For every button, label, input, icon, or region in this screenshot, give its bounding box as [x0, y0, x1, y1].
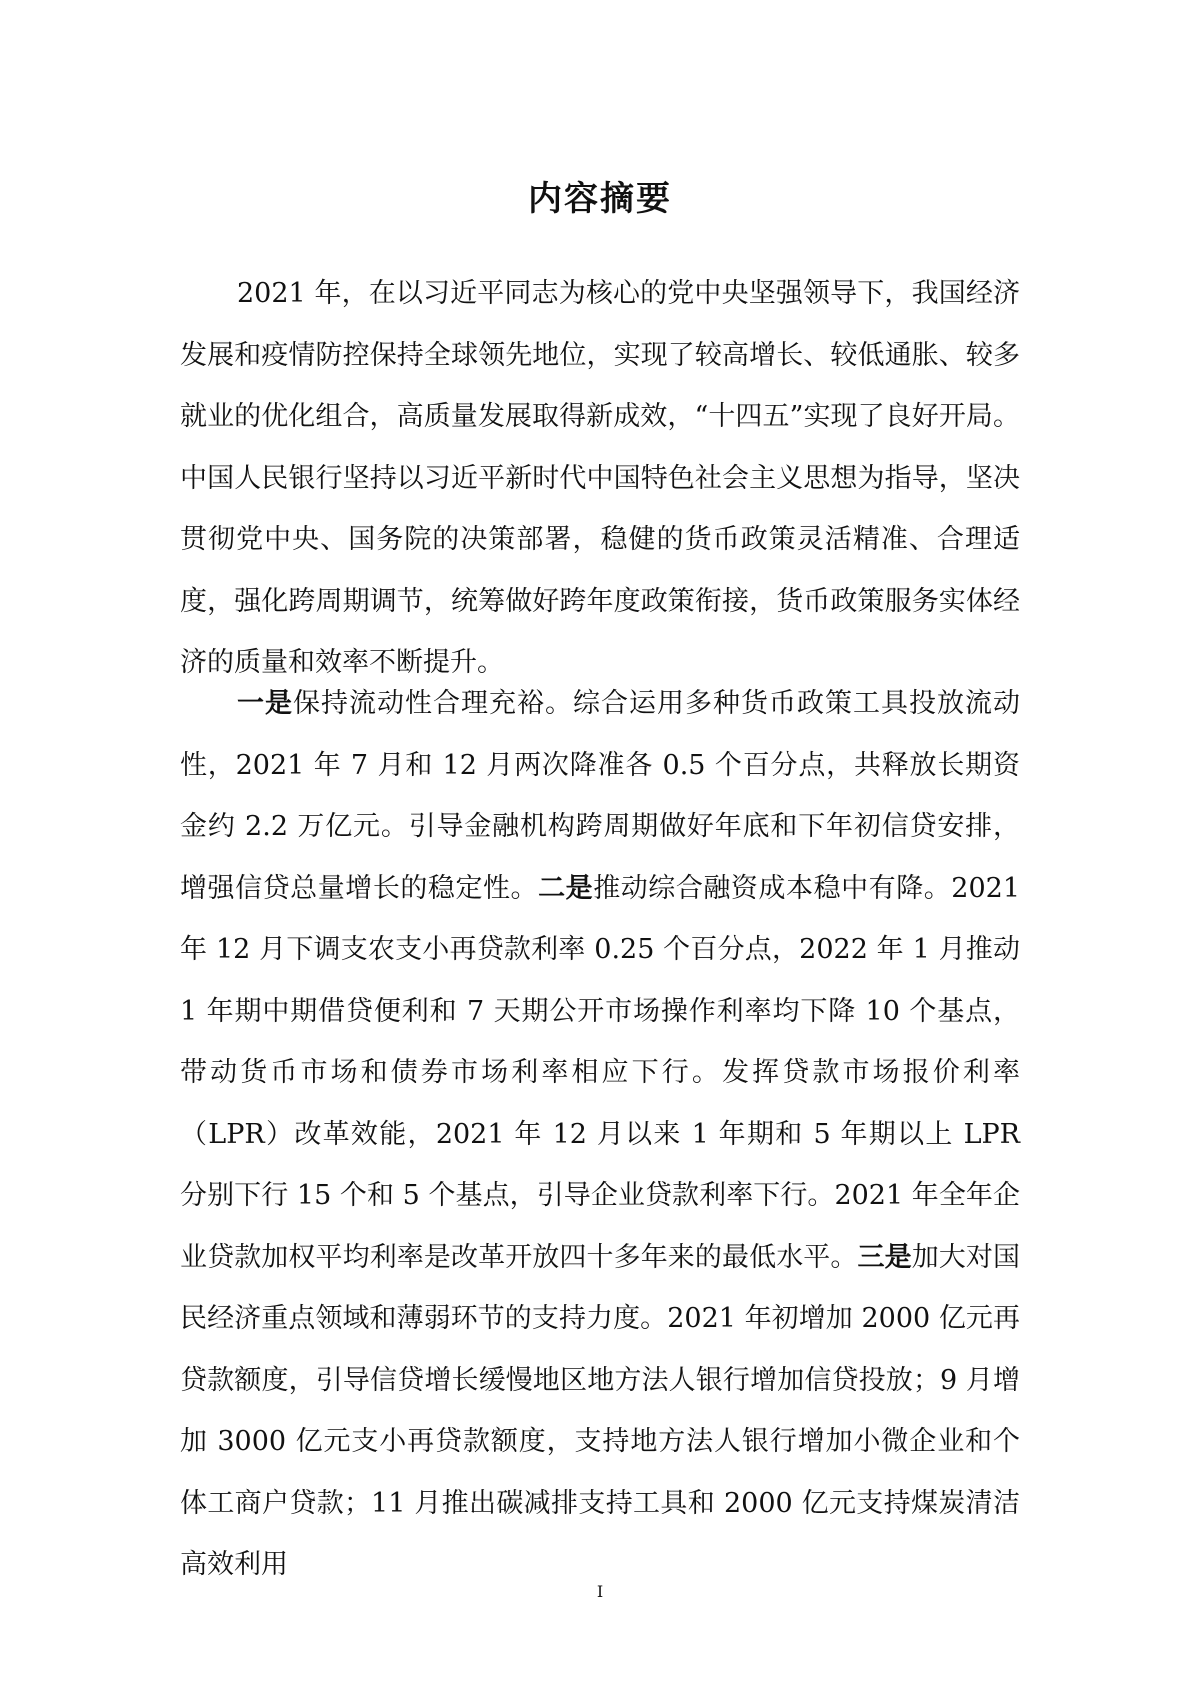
paragraph-measures: [180, 673, 1020, 1596]
lead-third: 三是: [857, 1241, 912, 1273]
measure-two-text: 推动综合融资成本稳中有降。2021 年 12 月下调支农支小再贷款利率 0.25 个百分点，2022 年 1 月推动 1 年期中期借贷便利和 7 天期公开市场操作利率均下降 10 个基点，带动货币市场和债券市场利率相应下行。发挥贷款市场报价利率（LPR）改革效能，2021 年 12 月以来 1 年期和 5 年期以上 LPR 分别下行 15 个和 5 个基点，引导企业贷款利率下行。2021 年全年企业贷款加权平均利率是改革开放四十多年来的最低水平。: [180, 872, 1021, 1273]
lead-first: 一是: [237, 688, 293, 719]
page-number: I: [596, 1582, 604, 1601]
lead-second: 二是: [538, 872, 594, 904]
measure-three-text: 加大对国民经济重点领域和薄弱环节的支持力度。2021 年初增加 2000 亿元再贷款额度，引导信贷增长缓慢地区地方法人银行增加信贷投放；9 月增加 3000 亿元支小再贷款额度，支持地方法人银行增加小微企业和个体工商户贷款；11 月推出碳减排支持工具和 2000 亿元支持煤炭清洁高效利用: [180, 1241, 1021, 1580]
measure-one-text: 保持流动性合理充裕。综合运用多种货币政策工具投放流动性，2021 年 7 月和 12 月两次降准各 0.5 个百分点，共释放长期资金约 2.2 万亿元。引导金融机构跨周期做好年底和下年初信贷安排，增强信贷总量增长的稳定性。: [180, 688, 1020, 904]
paragraph-intro: 2021 年，在以习近平同志为核心的党中央坚强领导下，我国经济发展和疫情防控保持全球领先地位，实现了较高增长、较低通胀、较多就业的优化组合，高质量发展取得新成效，“十四五”实现了良好开局。中国人民银行坚持以习近平新时代中国特色社会主义思想为指导，坚决贯彻党中央、国务院的决策部署，稳健的货币政策灵活精准、合理适度，强化跨周期调节，统筹做好跨年度政策衔接，货币政策服务实体经济的质量和效率不断提升。: [180, 278, 1020, 678]
page-title: 内容摘要: [528, 178, 672, 219]
